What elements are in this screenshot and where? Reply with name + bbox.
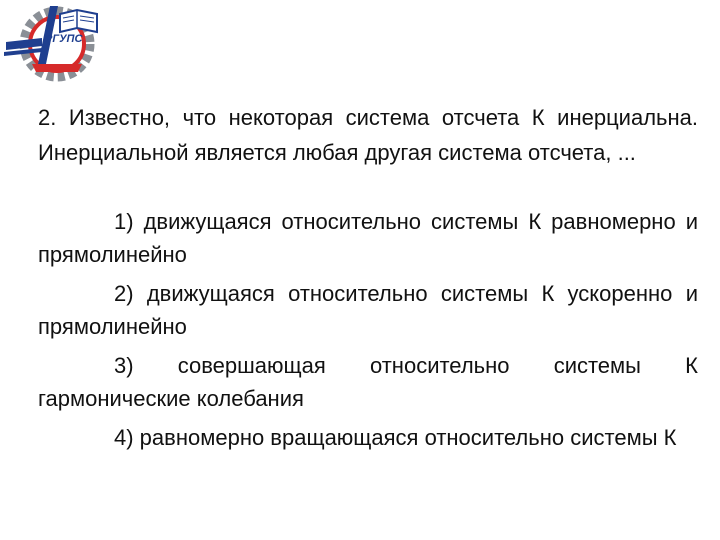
answer-option-4: 4) равномерно вращающаяся относительно системы К [114, 425, 677, 450]
answer-option-2: 2) движущаяся относительно системы К ускоренно и прямолинейно [38, 281, 698, 339]
slide-content [38, 100, 698, 460]
university-logo [2, 2, 102, 82]
logo-emblem-icon [2, 2, 102, 82]
answer-option-1: 1) движущаяся относительно системы К равномерно и прямолинейно [38, 209, 698, 267]
answer-option-3: 3) совершающая относительно системы К гармонические колебания [38, 353, 698, 411]
logo-text: РГУПС [45, 33, 83, 45]
question-text: 2. Известно, что некоторая система отсчета К инерциальна. Инерциальной является любая другая система отсчета, ... [38, 105, 698, 165]
